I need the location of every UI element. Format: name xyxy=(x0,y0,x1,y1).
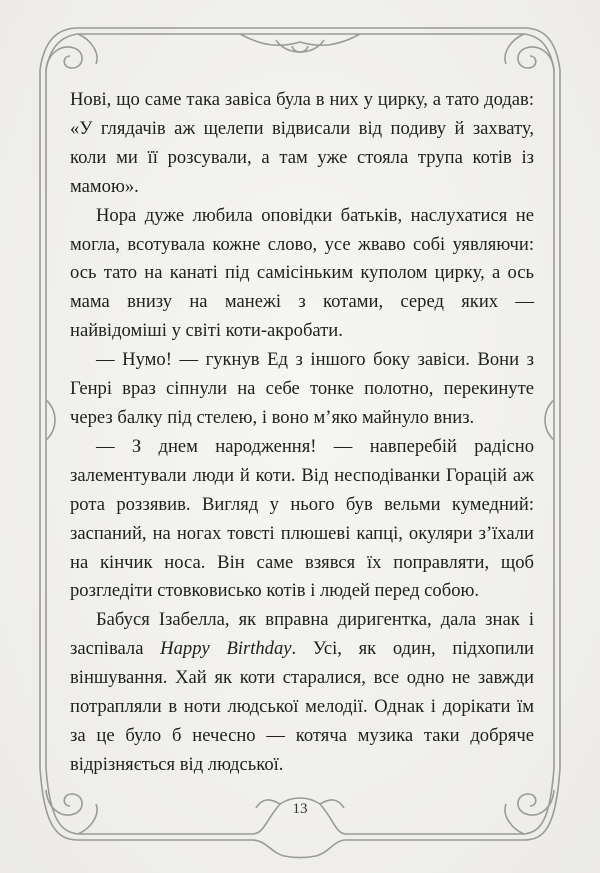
paragraph-5 xyxy=(70,606,534,779)
paragraph-5-end: . Усі, як один, підхопили віншування. Хай як коти старалися, все одно не завжди потрапляли в ноти людської мелодії. Однак і дорікати їм за це було б нечесно — котяча музика таки добряче відрізняється від людської. xyxy=(70,638,534,775)
paragraph-2: Нора дуже любила оповідки батьків, наслухатися не могла, всотувала кожне слово, усе жваво собі уявляючи: ось тато на канаті під самісіньким куполом цирку, а ось мама внизу на манежі з котами, серед яких — найвідоміші у світі коти-акробати. xyxy=(70,204,534,342)
song-title: Happy Birthday xyxy=(160,638,292,660)
paragraph-1: Нові, що саме така завіса була в них у цирку, а тато додав: «У глядачів аж щелепи відвисали від подиву й захвату, коли ми її розсували, а там уже стояла трупа котів із мамою». xyxy=(70,89,534,197)
paragraph-5-start: Бабуся Ізабелла, як вправна диригентка, дала знак і заспівала xyxy=(70,609,534,660)
paragraph-3: — Нумо! — гукнув Ед з іншого боку завіси. Вони з Генрі враз сіпнули на себе тонке полотно, перекинуте через балку під стелею, і воно м’яко майнуло вниз. xyxy=(70,349,534,428)
body-text xyxy=(70,86,534,780)
page-number: 13 xyxy=(292,801,308,817)
paragraph-4: — З днем народження! — навперебій радісно залементували люди й коти. Від несподіванки Горацій аж рота роззявив. Вигляд у нього був вельми кумедний: заспаний, на ногах товсті плюшеві капці, окуляри з’їхали на кінчик носа. Він саме взявся їх поправляти, щоб розгледіти стовковисько котів і людей перед собою. xyxy=(70,435,534,602)
